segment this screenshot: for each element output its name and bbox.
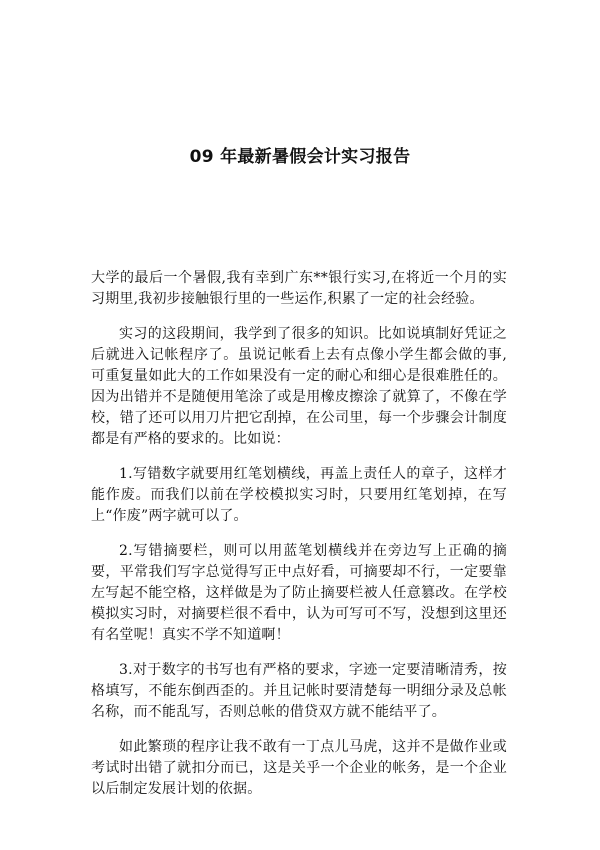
paragraph-learning: 实习的这段期间，我学到了很多的知识。比如说填制好凭证之后就进入记帐程序了。虽说记帐看上去有点像小学生都会做的事,可重复量如此大的工作如果没有一定的耐心和细心是很难胜任的。因为出错并不是随便用笔涂了或是用橡皮擦涂了就算了，不像在学校，错了还可以用刀片把它刮掉，在公司里，每一个步骤会计制度都是有严格的要求的。比如说：	[91, 326, 507, 447]
paragraph-point-3: 3.对于数字的书写也有严格的要求，字迹一定要清晰清秀，按格填写，不能东倒西歪的。并且记帐时要清楚每一明细分录及总帐名称，而不能乱写，否则总帐的借贷双方就不能结平了。	[91, 662, 507, 720]
paragraph-point-1: 1.写错数字就要用红笔划横线，再盖上责任人的章子，这样才能作废。而我们以前在学校模拟实习时，只要用红笔划掉，在写上“作废”两字就可以了。	[91, 466, 507, 524]
paragraph-point-2: 2.写错摘要栏，则可以用蓝笔划横线并在旁边写上正确的摘要，平常我们写字总觉得写正中点好看，可摘要却不行，一定要靠左写起不能空格，这样做是为了防止摘要栏被人任意篡改。在学校模拟实习时，对摘要栏很不看中，认为可写可不写，没想到这里还有名堂呢！真实不学不知道啊！	[91, 543, 507, 643]
paragraph-intro: 大学的最后一个暑假,我有幸到广东**银行实习,在将近一个月的实习期里,我初步接触银行里的一些运作,积累了一定的社会经验。	[91, 270, 507, 307]
document-body	[91, 268, 507, 814]
document-title: 09 年最新暑假会计实习报告	[189, 147, 411, 167]
paragraph-conclusion: 如此繁琐的程序让我不敢有一丁点儿马虎，这并不是做作业或考试时出错了就扣分而已，这是关乎一个企业的帐务，是一个企业以后制定发展计划的依据。	[91, 739, 507, 797]
